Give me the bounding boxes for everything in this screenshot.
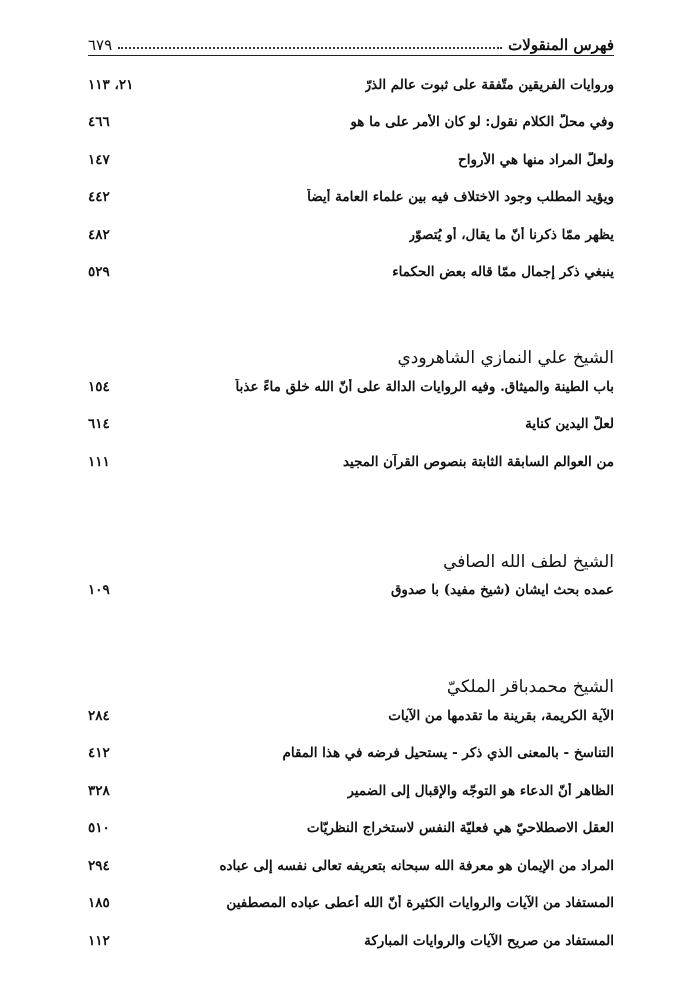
entry-text: عمده بحث ايشان (شيخ مفيد) با صدوق — [390, 582, 614, 599]
entry-text: وفي محلّ الكلام نقول: لو كان الأمر على ما هو — [350, 114, 614, 131]
entry-text: باب الطينة والميثاق. وفيه الروايات الدالة على أنّ الله خلق ماءً عذباً — [235, 378, 614, 395]
header-leader-dots — [118, 47, 502, 49]
entry-page-number: ٢١، ١١٣ — [88, 76, 134, 93]
index-entry — [88, 572, 614, 610]
entry-page-number: ٤٤٢ — [88, 189, 110, 206]
entry-text: وروايات الفريقين متّفقة على ثبوت عالم الذرّ — [364, 76, 614, 93]
index-entry — [88, 368, 614, 406]
index-entry — [88, 179, 614, 217]
entry-text: المراد من الإيمان هو معرفة الله سبحانه بتعريفه تعالى نفسه إلى عباده — [219, 857, 614, 874]
index-entry — [88, 216, 614, 254]
index-entry — [88, 922, 614, 960]
header-rule — [88, 55, 614, 56]
entry-page-number: ٤٦٦ — [88, 114, 110, 131]
entry-text: العقل الاصطلاحيّ هي فعليّة النفس لاستخراج النظريّات — [306, 820, 614, 837]
entry-page-number: ٦١٤ — [88, 416, 110, 433]
header-page-number: ٦٧٩ — [88, 36, 113, 54]
entry-text: ولعلّ المراد منها هي الأرواح — [457, 151, 614, 168]
entry-page-number: ١١١ — [88, 453, 110, 470]
entry-text: ينبغي ذكر إجمال ممّا قاله بعض الحكماء — [392, 264, 614, 281]
section-safi — [88, 542, 614, 610]
entry-text: ويؤيد المطلب وجود الاختلاف فيه بين علماء العامة أيضاً — [307, 189, 614, 206]
entry-page-number: ١٤٧ — [88, 151, 110, 168]
header-title: فهرس المنقولات — [508, 36, 614, 54]
entry-page-number: ٥١٠ — [88, 820, 110, 837]
entry-page-number: ١٥٤ — [88, 378, 110, 395]
section-title: الشيخ لطف الله الصافي — [443, 551, 614, 572]
entry-page-number: ٢٩٤ — [88, 857, 110, 874]
index-entry — [88, 847, 614, 885]
index-entry — [88, 810, 614, 848]
entry-page-number: ١٠٩ — [88, 582, 110, 599]
index-content — [88, 60, 614, 960]
entry-text: الآية الكريمة، بقرينة ما تقدمها من الآيات — [388, 707, 614, 724]
entry-page-number: ٢٨٤ — [88, 707, 110, 724]
section-namazi — [88, 338, 614, 481]
index-entry — [88, 66, 614, 104]
entry-page-number: ١١٢ — [88, 932, 110, 949]
entry-text: لعلّ اليدين كناية — [525, 416, 614, 433]
index-entry — [88, 141, 614, 179]
index-entry — [88, 735, 614, 773]
entry-text: التناسخ - بالمعنى الذي ذكر - يستحيل فرضه في هذا المقام — [282, 745, 614, 762]
index-entry — [88, 697, 614, 735]
index-entry — [88, 772, 614, 810]
entry-page-number: ١٨٥ — [88, 895, 110, 912]
entry-text: المستفاد من صريح الآيات والروايات المباركة — [364, 932, 614, 949]
entry-page-number: ٣٢٨ — [88, 782, 110, 799]
running-header — [88, 28, 614, 54]
section-title: الشيخ علي النمازي الشاهرودي — [397, 348, 614, 368]
index-entry — [88, 885, 614, 923]
entry-page-number: ٥٢٩ — [88, 264, 110, 281]
entry-text: الظاهر أنّ الدعاء هو التوجّه والإقبال إلى الضمير — [347, 782, 614, 799]
index-entry — [88, 406, 614, 444]
section-title: الشيخ محمدباقر الملكيّ — [446, 677, 614, 697]
entry-text: يظهر ممّا ذكرنا أنّ ما يقال، أو يُتصوّر — [408, 226, 614, 243]
index-entry — [88, 254, 614, 292]
index-entry — [88, 104, 614, 142]
section-maliki — [88, 667, 614, 960]
intro-entries — [88, 66, 614, 291]
entry-text: من العوالم السابقة الثابتة بنصوص القرآن المجيد — [342, 453, 614, 470]
entry-page-number: ٤١٢ — [88, 745, 110, 762]
index-entry — [88, 443, 614, 481]
entry-text: المستفاد من الآيات والروايات الكثيرة أنّ الله أعطى عباده المصطفين — [226, 895, 614, 912]
entry-page-number: ٤٨٢ — [88, 226, 110, 243]
